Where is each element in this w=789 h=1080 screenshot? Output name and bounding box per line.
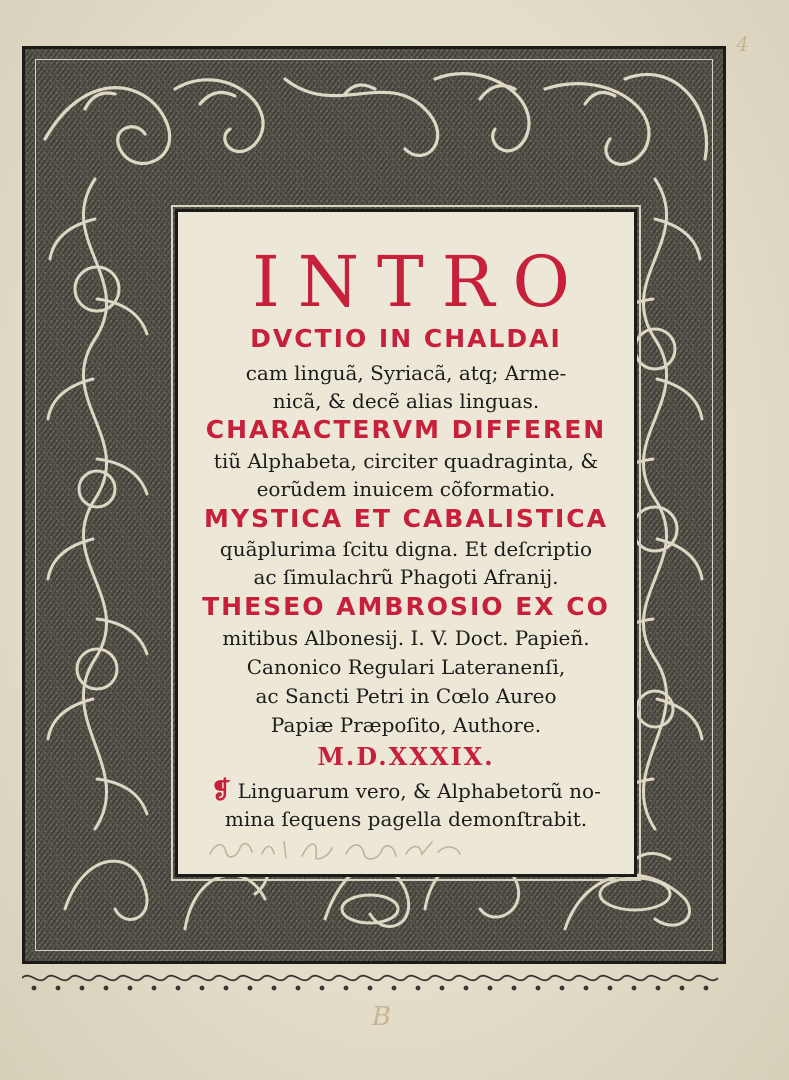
title-text-panel	[175, 209, 637, 877]
title-intro: INTRO	[252, 241, 588, 323]
publication-year: M.D.XXXIX.	[317, 742, 495, 771]
bottom-ornament-strip	[22, 970, 726, 994]
text-line-16-content: Linguarum vero, & Alphabetorũ no-	[237, 779, 601, 803]
heading-mystica: MYSTICA ET CABALISTICA	[204, 504, 608, 533]
pilcrow-mark: ❡	[211, 775, 232, 804]
text-line-12: mitibus Albonesij. I. V. Doct. Papieñ.	[222, 626, 590, 650]
text-line-15: Papiæ Præpoſito, Authore.	[270, 713, 542, 737]
text-line-7: eorũdem inuicem cõformatio.	[256, 477, 556, 501]
text-line-16	[178, 777, 634, 804]
signature-mark: B	[372, 1002, 392, 1032]
text-line-17: mina ſequens pagella demonſtrabit.	[224, 807, 588, 831]
folio-number: 4	[736, 32, 749, 56]
heading-theseo: THESEO AMBROSIO EX CO	[202, 592, 610, 621]
title-ductio: DVCTIO IN CHALDAI	[250, 324, 562, 353]
text-line-3: cam linguã, Syriacã, atq; Arme-	[245, 361, 567, 385]
text-line-10: ac ſimulachrũ Phagoti Afranij.	[253, 565, 559, 589]
handwritten-signature	[206, 834, 466, 864]
woodcut-border-frame	[22, 46, 726, 964]
text-line-13: Canonico Regulari Lateranenſi,	[246, 655, 566, 679]
text-line-4: nicã, & decẽ alias linguas.	[272, 389, 540, 413]
text-line-6: tiũ Alphabeta, circiter quadraginta, &	[213, 449, 599, 473]
text-line-9: quãplurima ſcitu digna. Et deſcriptio	[219, 537, 593, 561]
heading-characterum: CHARACTERVM DIFFEREN	[205, 415, 607, 444]
text-line-14: ac Sancti Petri in Cœlo Aureo	[255, 684, 557, 708]
